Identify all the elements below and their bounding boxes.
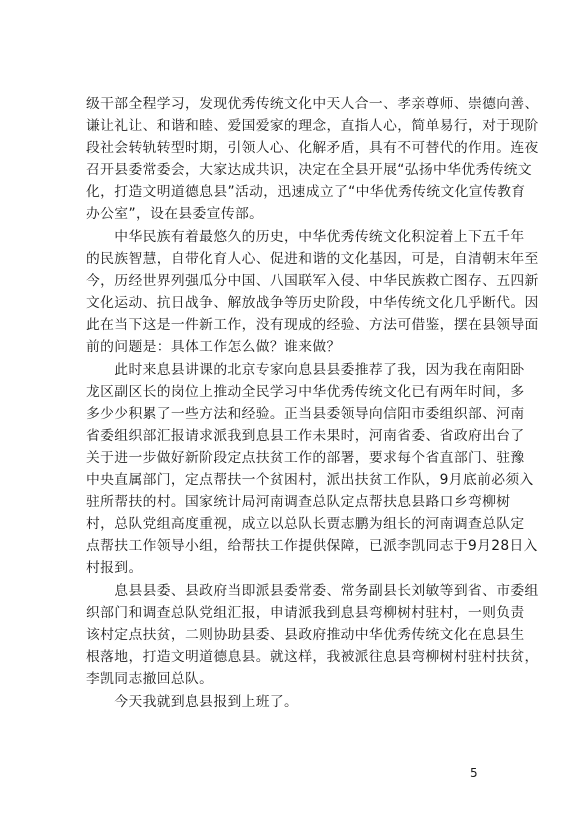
- text-line: 织部门和调查总队党组汇报，申请派我到息县弯柳树村驻村，一则负责: [86, 605, 525, 621]
- text-line: 龙区副区长的岗位上推动全民学习中华优秀传统文化已有两年时间，多: [86, 384, 525, 400]
- text-line: 李凯同志撤回总队。: [86, 671, 214, 687]
- text-line: 息县县委、县政府当即派县委常委、常务副县长刘敏等到省、市委组: [86, 583, 539, 599]
- paragraph: [86, 580, 539, 690]
- text-line: 村报到。: [86, 560, 143, 576]
- text-line: 省委组织部汇报请求派我到息县工作未果时，河南省委、省政府出台了: [86, 428, 525, 444]
- paragraph: [86, 691, 486, 713]
- page-number: 5: [470, 766, 478, 780]
- text-line: 多少少积累了一些方法和经验。正当县委领导向信阳市委组织部、河南: [86, 406, 525, 422]
- text-line: 级干部全程学习，发现优秀传统文化中天人合一、孝亲尊师、崇德向善、: [86, 96, 539, 112]
- text-line: 中华民族有着最悠久的历史，中华优秀传统文化积淀着上下五千年: [86, 229, 525, 245]
- paragraph: [86, 93, 539, 225]
- text-line: 驻所帮扶的村。国家统计局河南调查总队定点帮扶息县路口乡弯柳树: [86, 494, 511, 510]
- text-line: 此时来息县讲课的北京专家向息县县委推荐了我，因为我在南阳卧: [86, 362, 525, 378]
- text-line: 该村定点扶贫，二则协助县委、县政府推动中华优秀传统文化在息县生: [86, 627, 525, 643]
- text-line: 此在当下这是一件新工作，没有现成的经验、方法可借鉴，摆在县领导面: [86, 317, 539, 333]
- page-body: [86, 93, 539, 714]
- text-line: 村，总队党组高度重视，成立以总队长贾志鹏为组长的河南调查总队定: [86, 516, 525, 532]
- text-line: 化，打造文明道德息县”活动，迅速成立了“中华优秀传统文化宣传教育: [86, 184, 526, 200]
- text-line: 中央直属部门，定点帮扶一个贫困村，派出扶贫工作队，9月底前必须入: [86, 472, 534, 488]
- text-line: 办公室”，设在县委宣传部。: [86, 206, 264, 222]
- text-line: 召开县委常委会，大家达成共识，决定在全县开展“弘扬中华优秀传统文: [86, 162, 533, 178]
- text-line: 今，历经世界列强瓜分中国、八国联军入侵、中华民族救亡图存、五四新: [86, 273, 539, 289]
- text-line: 点帮扶工作领导小组，给帮扶工作提供保障，已派李凯同志于9月28日入: [86, 538, 538, 554]
- text-line: 段社会转轨转型时期，引领人心、化解矛盾，具有不可替代的作用。连夜: [86, 140, 539, 156]
- text-line: 今天我就到息县报到上班了。: [86, 694, 299, 710]
- text-line: 前的问题是：具体工作怎么做？谁来做？: [86, 339, 341, 355]
- paragraph: [86, 226, 539, 358]
- text-line: 的民族智慧，自带化育人心、促进和谐的文化基因，可是，自清朝末年至: [86, 251, 539, 267]
- text-line: 文化运动、抗日战争、解放战争等历史阶段，中华传统文化几乎断代。因: [86, 295, 539, 311]
- text-line: 根落地，打造文明道德息县。就这样，我被派往息县弯柳树村驻村扶贫，: [86, 649, 539, 665]
- text-line: 关于进一步做好新阶段定点扶贫工作的部署，要求每个省直部门、驻豫: [86, 450, 525, 466]
- text-line: 谦让礼让、和谐和睦、爱国爱家的理念，直指人心，简单易行，对于现阶: [86, 118, 539, 134]
- paragraph: [86, 359, 538, 579]
